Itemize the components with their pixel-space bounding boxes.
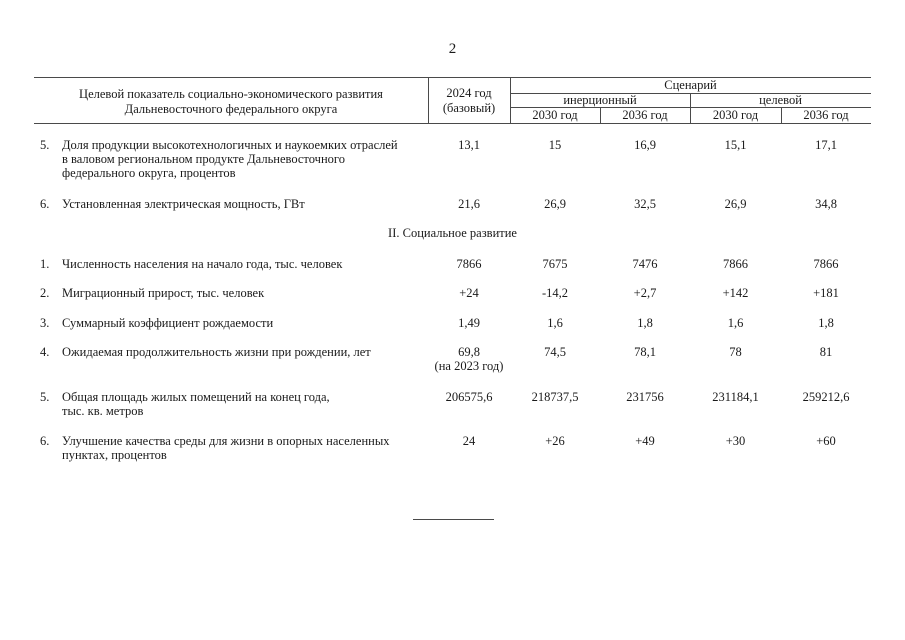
row-label-line: Ожидаемая продолжительность жизни при рождении, лет	[62, 345, 371, 359]
row-number: 6.	[40, 197, 50, 211]
base-value-note: (на 2023 год)	[434, 359, 504, 373]
row-label	[62, 316, 417, 330]
target-2036-value: 259212,6	[802, 390, 850, 404]
header-inertial: инерционный	[563, 93, 637, 107]
base-value: 1,49	[458, 316, 480, 330]
inertial-2030-value: 26,9	[544, 197, 566, 211]
inertial-2036-value: +49	[635, 434, 655, 448]
row-number: 1.	[40, 257, 50, 271]
target-2030-value: 26,9	[724, 197, 747, 211]
inertial-2030-value: 74,5	[544, 345, 566, 359]
header-target: целевой	[759, 93, 802, 107]
header-base-line2: (базовый)	[442, 101, 496, 115]
row-label-line: тыс. кв. метров	[62, 404, 144, 418]
inertial-2030-value: -14,2	[541, 286, 569, 300]
base-value: 21,6	[458, 197, 480, 211]
base-value	[428, 345, 510, 373]
base-value: 13,1	[458, 138, 480, 152]
row-number: 6.	[40, 434, 50, 448]
header-indicator-line1: Целевой показатель социально-экономического развития	[79, 87, 383, 101]
inertial-2036-value: 1,8	[637, 316, 653, 330]
base-value-main: 69,8	[458, 345, 480, 359]
target-2036-value: +181	[813, 286, 839, 300]
target-2036-value: +60	[816, 434, 836, 448]
base-value: 7866	[456, 257, 482, 271]
inertial-2036-value: 32,5	[634, 197, 656, 211]
row-label-line: федерального округа, процентов	[62, 166, 236, 180]
row-number: 4.	[40, 345, 50, 359]
row-label-line: Улучшение качества среды для жизни в опорных населенных	[62, 434, 390, 448]
row-label	[62, 286, 417, 300]
row-label	[62, 197, 417, 211]
target-2036-value: 17,1	[815, 138, 837, 152]
header-indicator-line2: Дальневосточного федерального округа	[124, 102, 338, 116]
row-label-line: пунктах, процентов	[62, 448, 167, 462]
inertial-2036-value: +2,7	[633, 286, 657, 300]
row-label	[62, 390, 417, 418]
row-label	[62, 434, 417, 462]
header-scenario: Сценарий	[664, 78, 717, 92]
page-number: 2	[448, 41, 457, 57]
target-2030-value: +30	[725, 434, 746, 448]
target-2030-value: 15,1	[724, 138, 747, 152]
row-number: 5.	[40, 390, 50, 404]
row-label-line: Суммарный коэффициент рождаемости	[62, 316, 274, 330]
row-label	[62, 257, 417, 271]
row-number: 2.	[40, 286, 50, 300]
row-label-line: Доля продукции высокотехнологичных и наукоемких отраслей	[62, 138, 398, 152]
end-of-document-rule	[413, 519, 494, 520]
inertial-2030-value: 7675	[542, 257, 568, 271]
inertial-2036-value: 7476	[632, 257, 658, 271]
inertial-2036-value: 16,9	[634, 138, 656, 152]
header-base-line1: 2024 год	[446, 86, 492, 100]
inertial-2030-value: 15	[548, 138, 562, 152]
section-title: II. Социальное развитие	[388, 226, 517, 240]
row-label-line: Установленная электрическая мощность, ГВт	[62, 197, 305, 211]
header-year-4: 2036 год	[803, 108, 849, 122]
row-label-line: Миграционный прирост, тыс. человек	[62, 286, 265, 300]
target-2030-value: 78	[729, 345, 742, 359]
row-number: 5.	[40, 138, 50, 152]
row-number: 3.	[40, 316, 50, 330]
target-2030-value: +142	[722, 286, 749, 300]
row-label-line: в валовом региональном продукте Дальневосточного	[62, 152, 345, 166]
row-label-line: Общая площадь жилых помещений на конец года,	[62, 390, 330, 404]
target-2030-value: 231184,1	[712, 390, 759, 404]
header-base-year	[428, 86, 510, 116]
header-year-1: 2030 год	[532, 108, 578, 122]
header-indicator-label	[34, 87, 428, 117]
inertial-2036-value: 231756	[626, 390, 664, 404]
base-value: 24	[462, 434, 476, 448]
header-year-3: 2030 год	[712, 108, 759, 122]
target-2036-value: 7866	[813, 257, 839, 271]
header-year-2: 2036 год	[622, 108, 668, 122]
target-2036-value: 1,8	[818, 316, 834, 330]
row-label	[62, 138, 417, 180]
row-label	[62, 345, 417, 359]
base-value: +24	[459, 286, 479, 300]
base-value: 206575,6	[445, 390, 493, 404]
target-2030-value: 7866	[723, 257, 748, 271]
inertial-2036-value: 78,1	[634, 345, 656, 359]
target-2030-value: 1,6	[727, 316, 744, 330]
inertial-2030-value: 1,6	[547, 316, 563, 330]
header-bottom-border	[34, 123, 871, 124]
target-2036-value: 34,8	[815, 197, 837, 211]
target-2036-value: 81	[819, 345, 833, 359]
inertial-2030-value: 218737,5	[531, 390, 579, 404]
row-label-line: Численность населения на начало года, тыс. человек	[62, 257, 343, 271]
inertial-2030-value: +26	[545, 434, 565, 448]
